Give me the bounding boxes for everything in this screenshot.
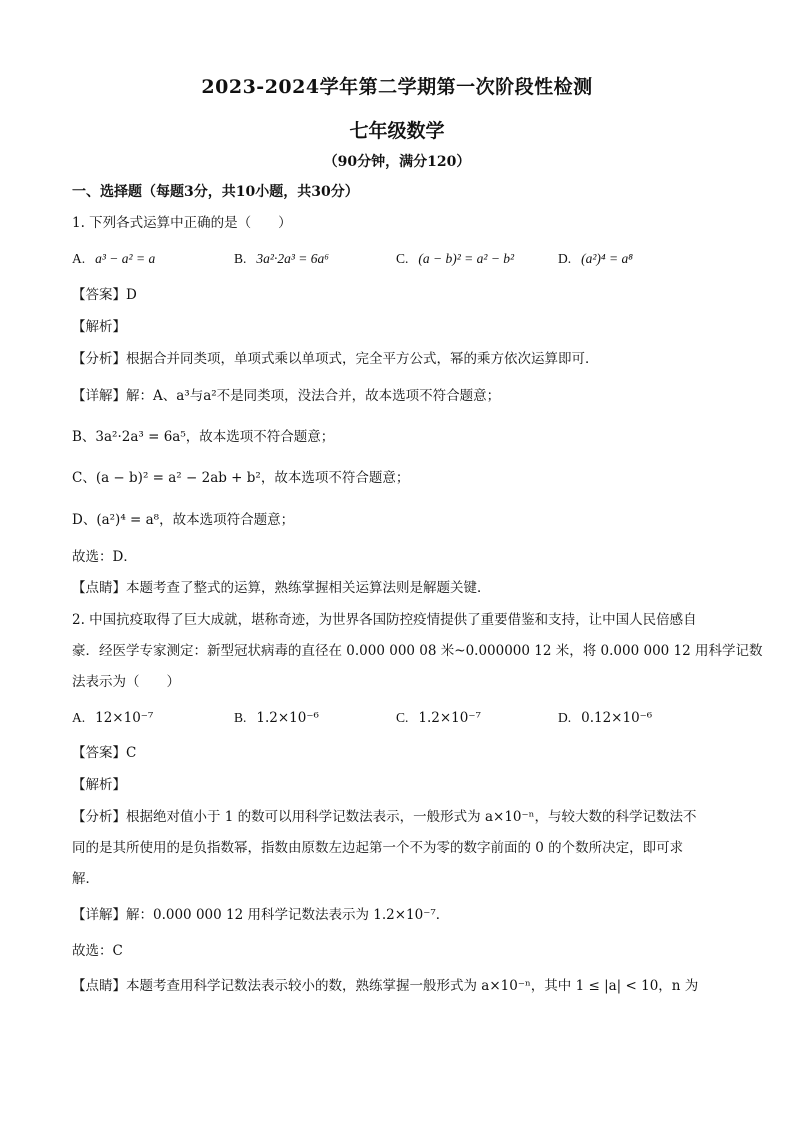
q2-answer: 【答案】C xyxy=(72,745,137,761)
q2-detail: 【详解】解：0.000 000 12 用科学记数法表示为 1.2×10⁻⁷． xyxy=(72,907,450,923)
section-heading: 一、选择题（每题3分，共10小题，共30分） xyxy=(72,184,359,200)
q1-detail-b: B、3a²·2a³ = 6a⁵，故本选项不符合题意； xyxy=(72,429,335,445)
q1-detail-c: C、(a − b)² = a² − 2ab + b²，故本选项不符合题意； xyxy=(72,470,410,486)
q2-option-a-expr: 12×10⁻⁷ xyxy=(95,710,154,726)
q2-stem-line-2: 豪．经医学专家测定：新型冠状病毒的直径在 0.000 000 08 米~0.000000 12 米，将 0.000 000 12 用科学记数 xyxy=(72,643,763,659)
q1-option-a xyxy=(72,250,155,268)
q1-jiexi: 【解析】 xyxy=(72,319,126,335)
q2-option-a xyxy=(72,709,153,727)
q2-option-b-label: B. xyxy=(234,710,247,725)
q2-option-d-label: D. xyxy=(558,710,572,725)
q2-choose: 故选：C xyxy=(72,943,123,959)
exam-subject: 七年级数学 xyxy=(349,120,445,142)
q2-option-b xyxy=(234,709,319,727)
q2-option-d xyxy=(558,709,652,727)
q2-option-b-expr: 1.2×10⁻⁶ xyxy=(256,710,319,726)
q1-option-a-label: A. xyxy=(72,251,86,266)
q2-stem-line-3: 法表示为（ ） xyxy=(72,674,180,690)
q1-option-a-expr: a³ − a² = a xyxy=(95,251,156,266)
q2-comment: 【点睛】本题考查用科学记数法表示较小的数，熟练掌握一般形式为 a×10⁻ⁿ，其中 1 ≤ |a| < 10，n 为 xyxy=(72,978,699,994)
q2-option-d-expr: 0.12×10⁻⁶ xyxy=(581,710,653,726)
q2-analysis-line-1: 【分析】根据绝对值小于 1 的数可以用科学记数法表示，一般形式为 a×10⁻ⁿ，与较大数的科学记数法不 xyxy=(72,809,697,825)
q2-option-c xyxy=(396,709,481,727)
q1-option-d-expr: (a²)⁴ = a⁸ xyxy=(581,251,633,266)
q2-stem-line-1: 2. 中国抗疫取得了巨大成就，堪称奇迹，为世界各国防控疫情提供了重要借鉴和支持，让中国人民倍感自 xyxy=(72,612,697,628)
q1-choose: 故选：D． xyxy=(72,549,137,565)
q1-option-b-expr: 3a²·2a³ = 6a⁶ xyxy=(256,251,329,266)
q2-jiexi: 【解析】 xyxy=(72,777,126,793)
q1-detail-d: D、(a²)⁴ = a⁸，故本选项符合题意； xyxy=(72,512,295,528)
q1-stem: 1. 下列各式运算中正确的是（ ） xyxy=(72,215,292,231)
q2-analysis-line-2: 同的是其所使用的是负指数幂，指数由原数左边起第一个不为零的数字前面的 0 的个数所决定，即可求 xyxy=(72,840,684,856)
q1-option-b-label: B. xyxy=(234,251,247,266)
q1-option-b xyxy=(234,250,329,268)
q1-analysis: 【分析】根据合并同类项，单项式乘以单项式，完全平方公式，幂的乘方依次运算即可． xyxy=(72,351,599,367)
q1-answer: 【答案】D xyxy=(72,287,137,303)
q2-option-c-label: C. xyxy=(396,710,409,725)
q1-comment: 【点睛】本题考查了整式的运算，熟练掌握相关运算法则是解题关键． xyxy=(72,580,491,596)
q1-option-c-expr: (a − b)² = a² − b² xyxy=(418,251,515,266)
q1-detail-a: 【详解】解：A、a³与a²不是同类项，没法合并，故本选项不符合题意； xyxy=(72,388,501,404)
q1-option-d-label: D. xyxy=(558,251,572,266)
q2-analysis-line-3: 解． xyxy=(72,871,99,887)
q1-option-c-label: C. xyxy=(396,251,409,266)
q1-option-c xyxy=(396,250,514,268)
q1-option-d xyxy=(558,250,633,268)
exam-info: （90分钟，满分120） xyxy=(323,154,471,170)
q2-option-a-label: A. xyxy=(72,710,86,725)
exam-title: 2023-2024学年第二学期第一次阶段性检测 xyxy=(201,76,593,98)
q2-option-c-expr: 1.2×10⁻⁷ xyxy=(418,710,481,726)
